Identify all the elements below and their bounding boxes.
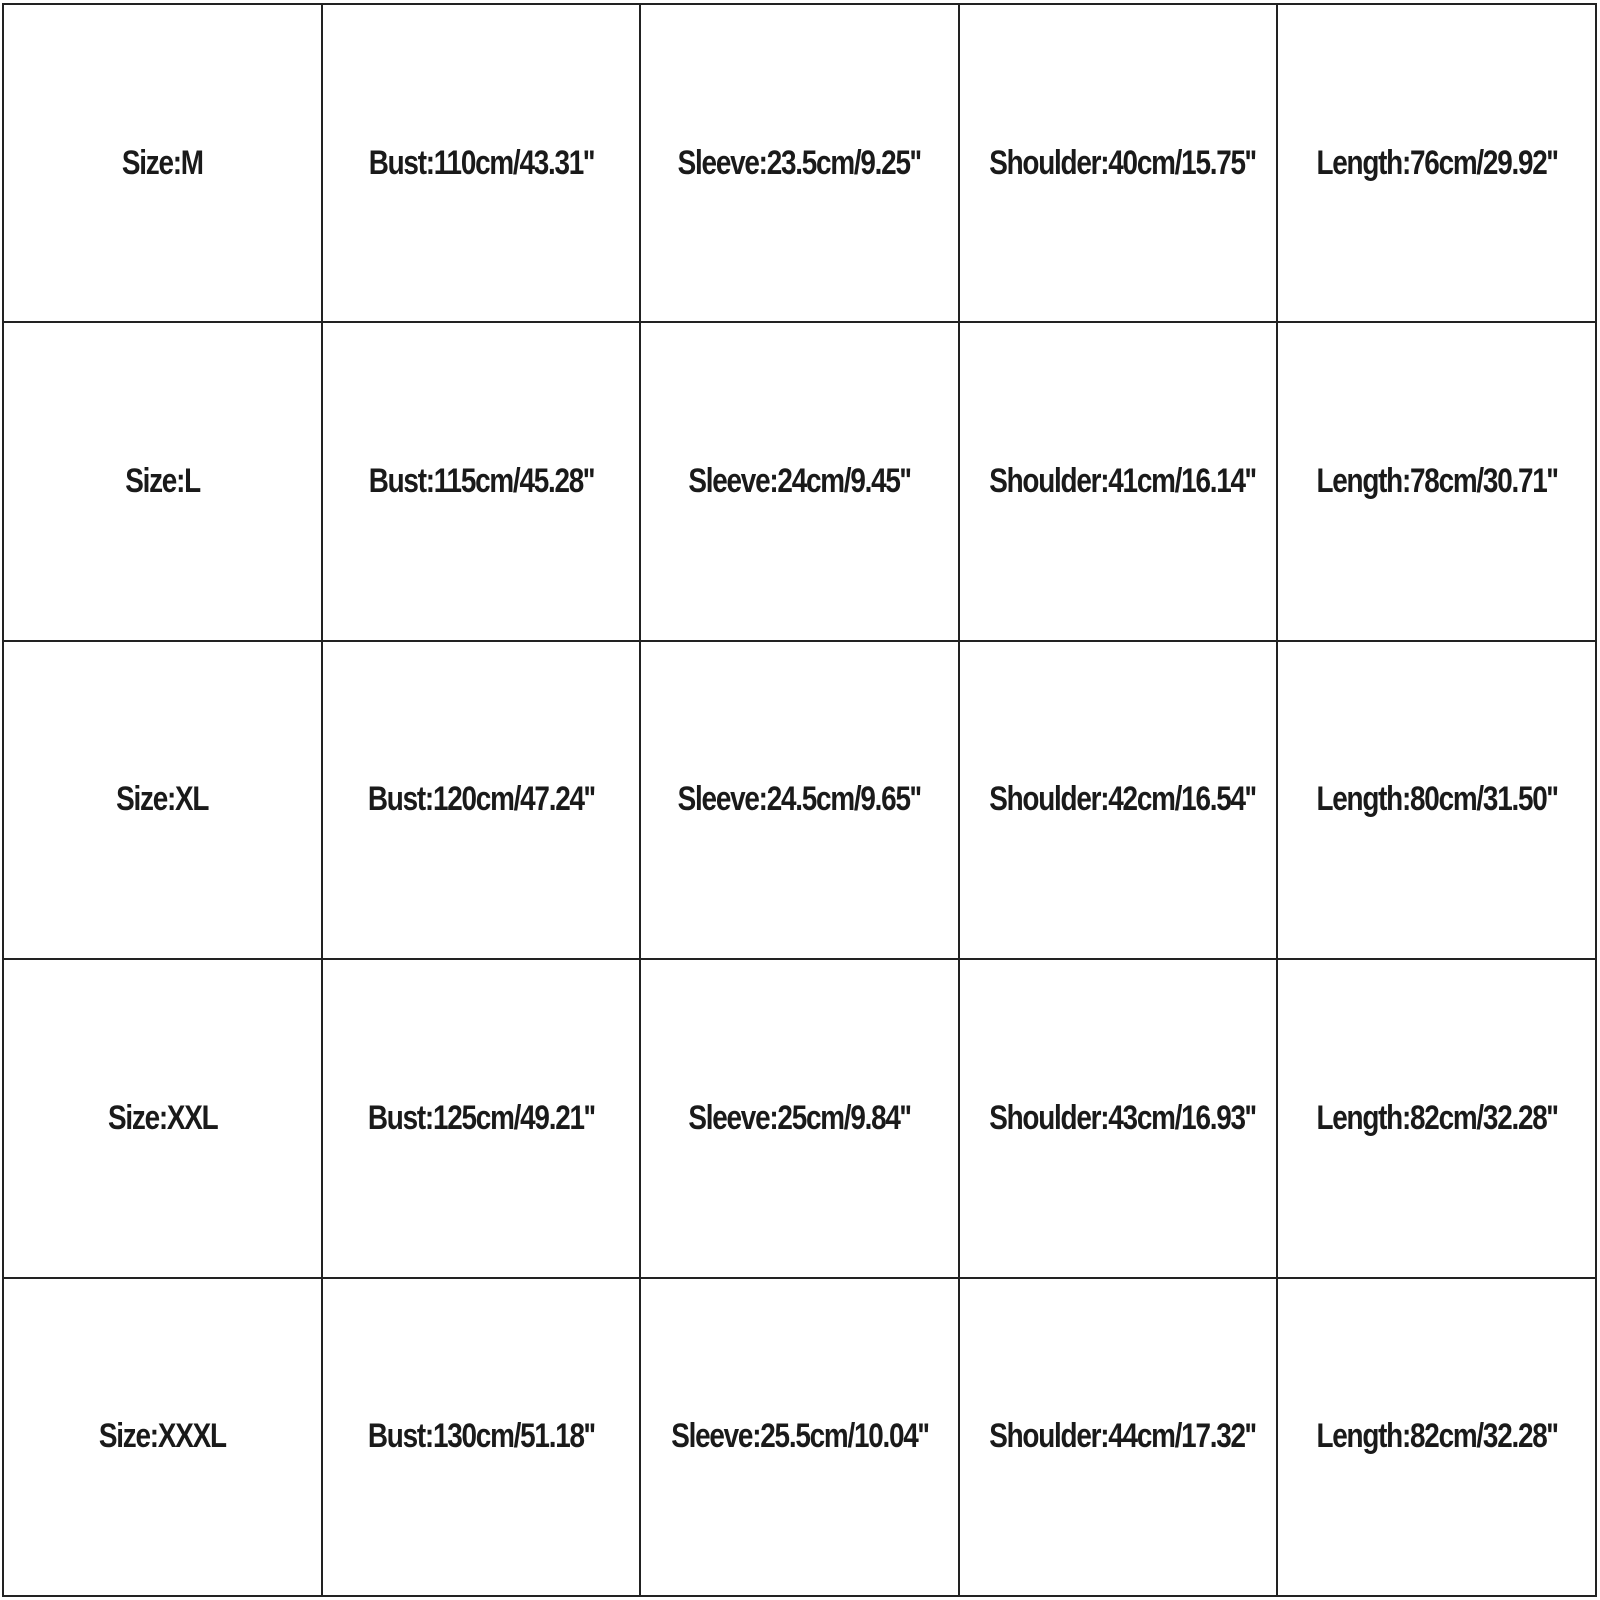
size-label: Size:M — [121, 143, 203, 182]
bust-cell — [322, 959, 641, 1277]
shoulder-cell — [959, 1278, 1278, 1596]
length-value: Length:78cm/30.71'' — [1316, 462, 1558, 501]
shoulder-value: Shoulder:40cm/15.75'' — [989, 143, 1256, 182]
sleeve-value: Sleeve:23.5cm/9.25'' — [678, 143, 921, 182]
bust-value: Bust:115cm/45.28'' — [368, 462, 594, 501]
size-label: Size:XL — [116, 780, 209, 819]
size-cell — [3, 1278, 322, 1596]
size-cell — [3, 322, 322, 640]
length-cell — [1277, 322, 1596, 640]
table-row — [3, 322, 1596, 640]
length-cell — [1277, 959, 1596, 1277]
length-value: Length:76cm/29.92'' — [1316, 143, 1558, 182]
shoulder-value: Shoulder:42cm/16.54'' — [989, 780, 1256, 819]
bust-value: Bust:125cm/49.21'' — [367, 1098, 595, 1137]
sleeve-cell — [640, 959, 959, 1277]
length-value: Length:82cm/32.28'' — [1316, 1417, 1558, 1456]
bust-cell — [322, 1278, 641, 1596]
length-value: Length:82cm/32.28'' — [1316, 1098, 1558, 1137]
table-row — [3, 641, 1596, 959]
length-value: Length:80cm/31.50'' — [1316, 780, 1558, 819]
shoulder-cell — [959, 322, 1278, 640]
sleeve-value: Sleeve:24.5cm/9.65'' — [678, 780, 921, 819]
shoulder-cell — [959, 959, 1278, 1277]
shoulder-value: Shoulder:44cm/17.32'' — [989, 1417, 1256, 1456]
bust-value: Bust:120cm/47.24'' — [367, 780, 595, 819]
sleeve-value: Sleeve:24cm/9.45'' — [688, 462, 911, 501]
sleeve-value: Sleeve:25.5cm/10.04'' — [670, 1417, 929, 1456]
table-row — [3, 959, 1596, 1277]
table-row — [3, 1278, 1596, 1596]
size-label: Size:L — [124, 462, 200, 501]
bust-cell — [322, 4, 641, 322]
size-cell — [3, 641, 322, 959]
shoulder-cell — [959, 4, 1278, 322]
sleeve-value: Sleeve:25cm/9.84'' — [688, 1098, 911, 1137]
bust-cell — [322, 322, 641, 640]
sleeve-cell — [640, 322, 959, 640]
sleeve-cell — [640, 641, 959, 959]
sleeve-cell — [640, 1278, 959, 1596]
bust-value: Bust:130cm/51.18'' — [367, 1417, 595, 1456]
length-cell — [1277, 4, 1596, 322]
table-row — [3, 4, 1596, 322]
size-chart-table — [2, 3, 1597, 1597]
length-cell — [1277, 641, 1596, 959]
shoulder-value: Shoulder:43cm/16.93'' — [989, 1098, 1256, 1137]
bust-cell — [322, 641, 641, 959]
length-cell — [1277, 1278, 1596, 1596]
shoulder-cell — [959, 641, 1278, 959]
size-label: Size:XXL — [107, 1098, 218, 1137]
bust-value: Bust:110cm/43.31'' — [368, 143, 594, 182]
size-cell — [3, 959, 322, 1277]
size-cell — [3, 4, 322, 322]
sleeve-cell — [640, 4, 959, 322]
size-label: Size:XXXL — [98, 1417, 226, 1456]
shoulder-value: Shoulder:41cm/16.14'' — [989, 462, 1256, 501]
